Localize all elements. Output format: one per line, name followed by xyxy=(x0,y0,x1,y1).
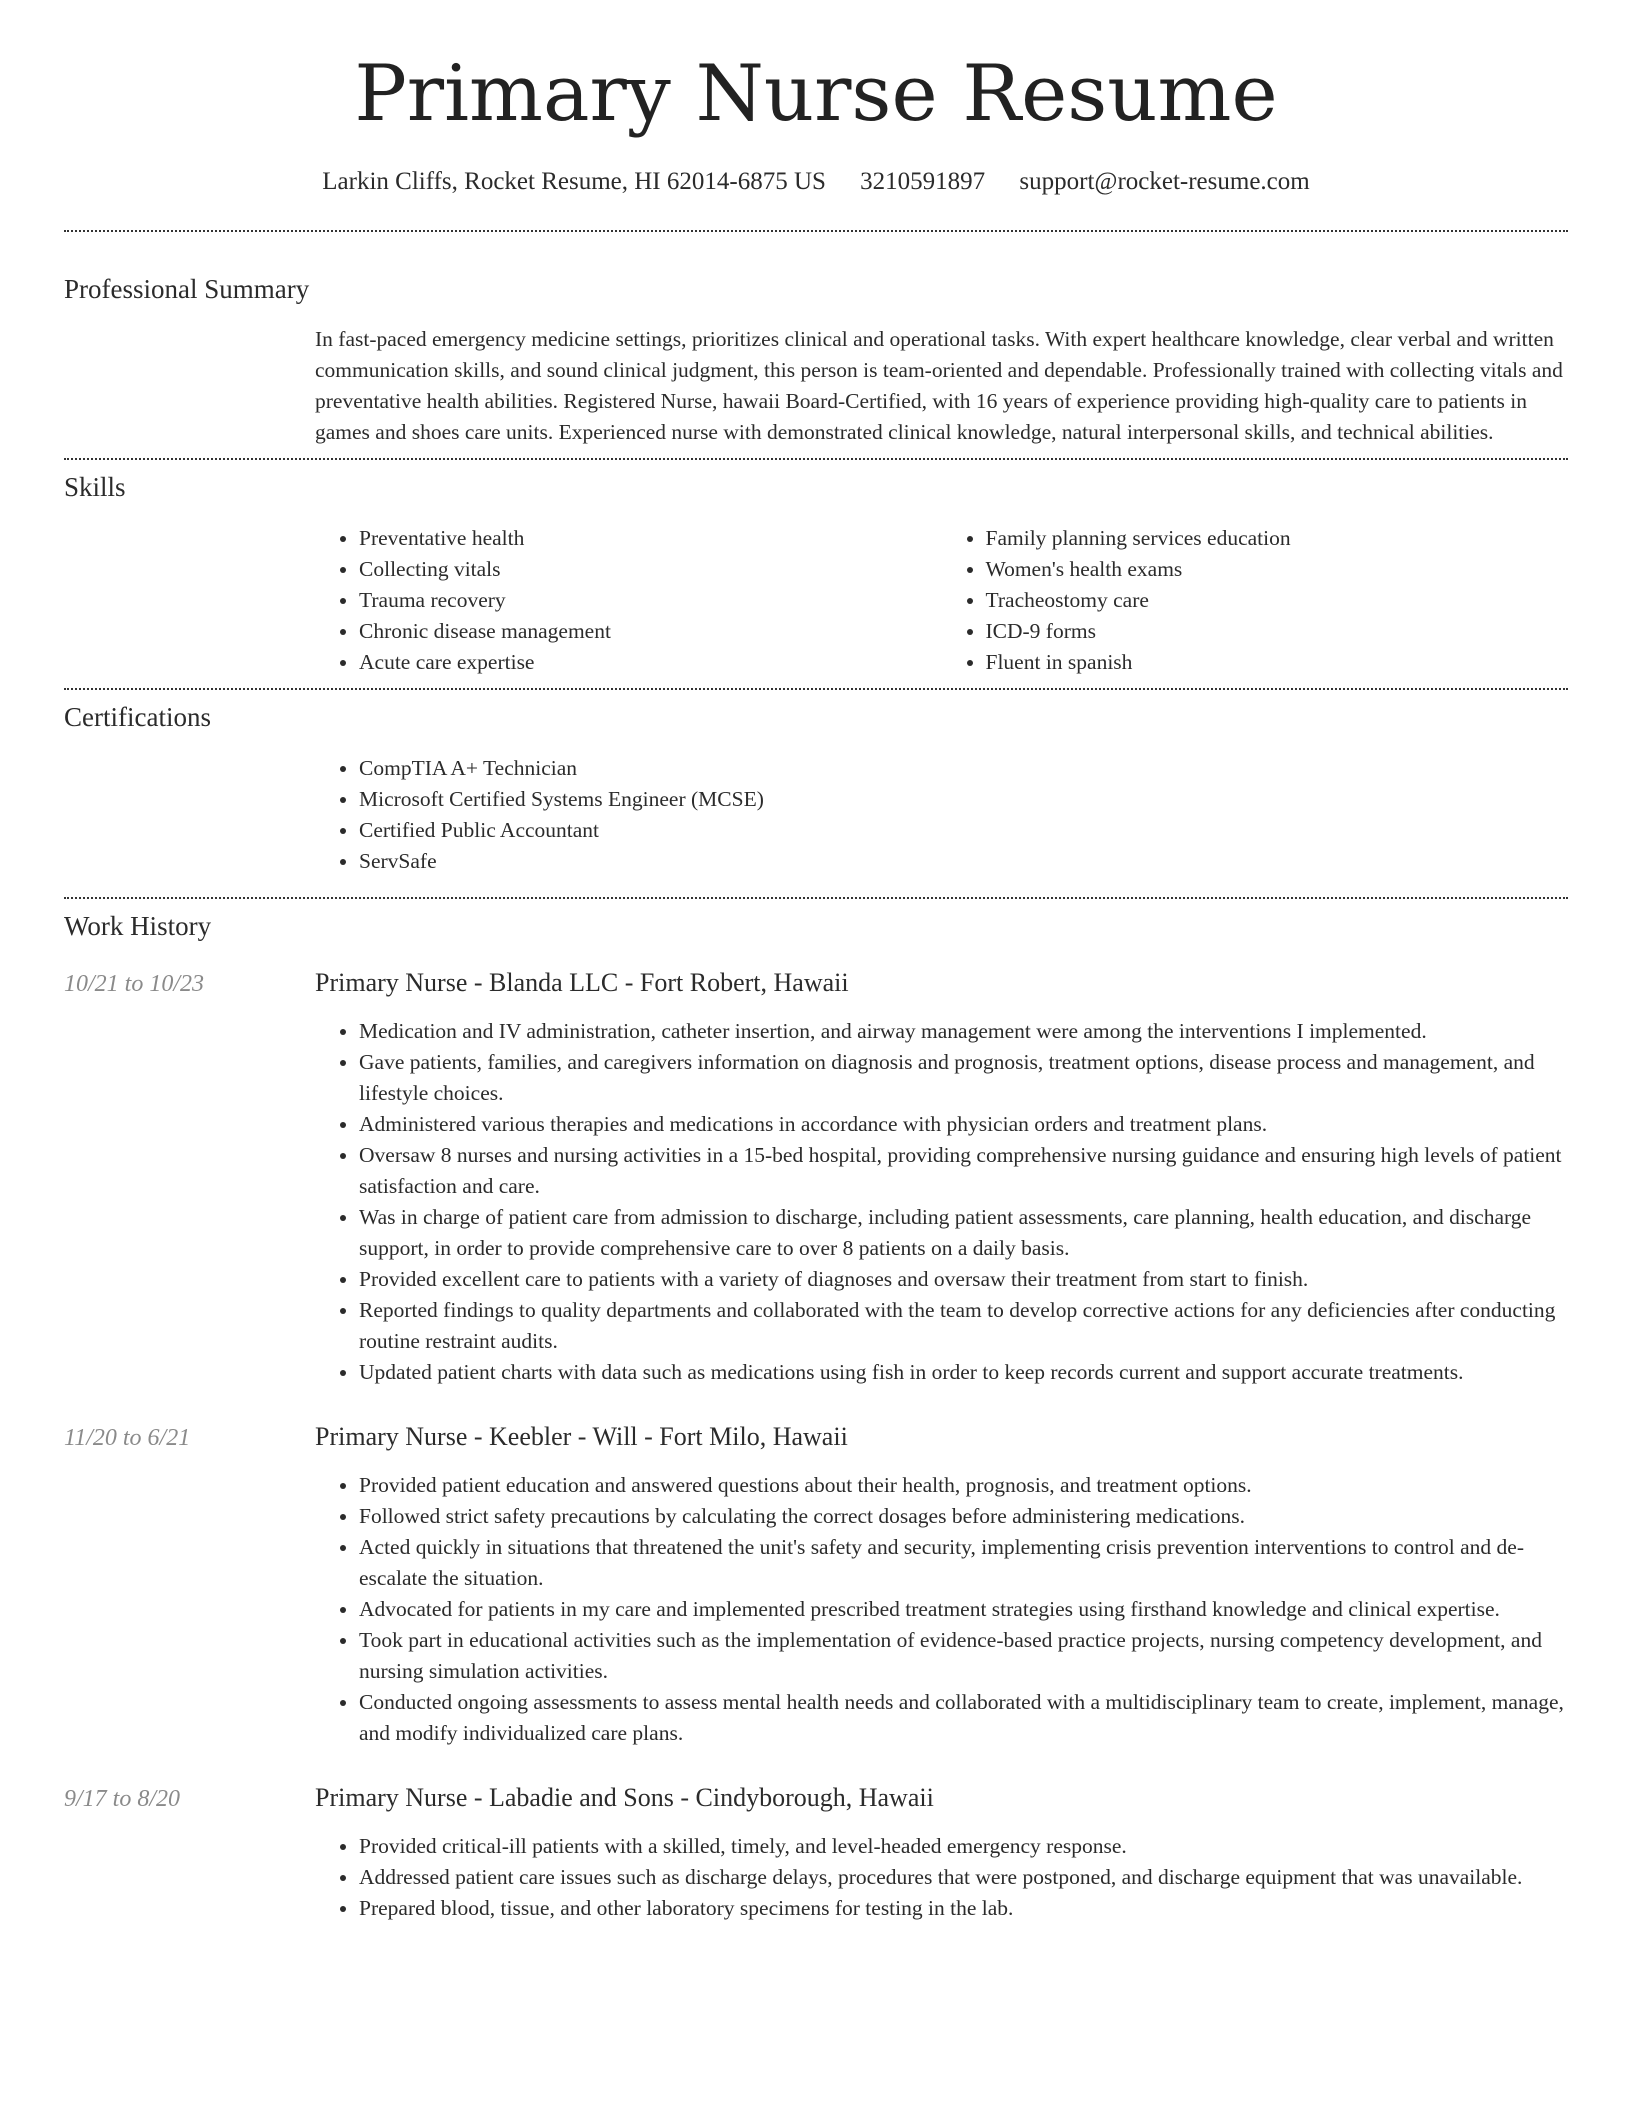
section-divider xyxy=(64,458,1568,460)
contact-email: support@rocket-resume.com xyxy=(1019,167,1310,195)
list-item: • Family planning services education xyxy=(986,523,1569,554)
list-item: • Provided critical-ill patients with a skilled, timely, and level-headed emergency response. xyxy=(359,1831,1568,1862)
summary-section xyxy=(0,274,1632,448)
job-title: Primary Nurse - Blanda LLC - Fort Robert, Hawaii xyxy=(315,967,849,997)
section-divider xyxy=(64,688,1568,690)
list-item: • Took part in educational activities such as the implementation of evidence-based practice projects, nursing competency development, and nursing simulation activities. xyxy=(359,1625,1568,1687)
list-item: • Was in charge of patient care from admission to discharge, including patient assessments, care planning, health education, and discharge support, in order to provide comprehensive care to over 8 patients on a daily basis. xyxy=(359,1202,1568,1264)
job-bullets xyxy=(315,1016,1568,1388)
list-item: • Conducted ongoing assessments to assess mental health needs and collaborated with a multidisciplinary team to create, implement, manage, and modify individualized care plans. xyxy=(359,1687,1568,1749)
list-item: • Reported findings to quality departments and collaborated with the team to develop corrective actions for any deficiencies after conducting routine restraint audits. xyxy=(359,1295,1568,1357)
job-dates: 10/21 to 10/23 xyxy=(64,970,205,997)
list-item: • Addressed patient care issues such as discharge delays, procedures that were postponed, and discharge equipment that was unavailable. xyxy=(359,1862,1568,1893)
job-bullets xyxy=(315,1831,1568,1924)
list-item: • Advocated for patients in my care and implemented prescribed treatment strategies using firsthand knowledge and clinical expertise. xyxy=(359,1594,1568,1625)
list-item: • Followed strict safety precautions by calculating the correct dosages before administering medications. xyxy=(359,1501,1568,1532)
work-heading: Work History xyxy=(64,910,212,941)
list-item: • Medication and IV administration, catheter insertion, and airway management were among the interventions I implemented. xyxy=(359,1016,1568,1047)
list-item: • ServSafe xyxy=(359,846,1568,877)
certifications-list xyxy=(315,753,1568,877)
job-title: Primary Nurse - Keebler - Will - Fort Milo, Hawaii xyxy=(315,1421,848,1451)
job-entry xyxy=(64,1783,1568,1924)
list-item: • Provided excellent care to patients with a variety of diagnoses and oversaw their treatment from start to finish. xyxy=(359,1264,1568,1295)
summary-text: In fast-paced emergency medicine settings, prioritizes clinical and operational tasks. With expert healthcare knowledge, clear verbal and written communication skills, and sound clinical judgment, this person is team-oriented and dependable. Professionally trained with collecting vitals and preventative health abilities. Registered Nurse, hawaii Board-Certified, with 16 years of experience providing high-quality care to patients in games and shoes care units. Experienced nurse with demonstrated clinical knowledge, natural interpersonal skills, and technical abilities. xyxy=(315,326,1563,444)
list-item: • Acted quickly in situations that threatened the unit's safety and security, implementing crisis prevention interventions to control and de-escalate the situation. xyxy=(359,1532,1568,1594)
list-item: • Collecting vitals xyxy=(359,554,942,585)
skills-heading: Skills xyxy=(64,471,126,502)
list-item: • CompTIA A+ Technician xyxy=(359,753,1568,784)
list-item: • Prepared blood, tissue, and other laboratory specimens for testing in the lab. xyxy=(359,1893,1568,1924)
skills-section xyxy=(0,472,1632,678)
section-divider xyxy=(64,897,1568,899)
job-title: Primary Nurse - Labadie and Sons - Cindyborough, Hawaii xyxy=(315,1782,934,1812)
contact-line xyxy=(0,168,1632,196)
list-item: • Microsoft Certified Systems Engineer (MCSE) xyxy=(359,784,1568,815)
job-header xyxy=(64,1422,1568,1452)
job-dates: 11/20 to 6/21 xyxy=(64,1424,191,1451)
list-item: • Provided patient education and answered questions about their health, prognosis, and treatment options. xyxy=(359,1470,1568,1501)
contact-address: Larkin Cliffs, Rocket Resume, HI 62014-6875 US xyxy=(322,167,826,195)
list-item: • Acute care expertise xyxy=(359,647,942,678)
job-entry xyxy=(64,968,1568,1388)
list-item: • ICD-9 forms xyxy=(986,616,1569,647)
list-item: • Fluent in spanish xyxy=(986,647,1569,678)
job-entry xyxy=(64,1422,1568,1749)
job-header xyxy=(64,1783,1568,1813)
list-item: • Gave patients, families, and caregivers information on diagnosis and prognosis, treatment options, disease process and management, and lifestyle choices. xyxy=(359,1047,1568,1109)
job-header xyxy=(64,968,1568,998)
list-item: • Preventative health xyxy=(359,523,942,554)
list-item: • Women's health exams xyxy=(986,554,1569,585)
job-bullets xyxy=(315,1470,1568,1749)
list-item: • Oversaw 8 nurses and nursing activities in a 15-bed hospital, providing comprehensive nursing guidance and ensuring high levels of patient satisfaction and care. xyxy=(359,1140,1568,1202)
skills-column-right xyxy=(942,523,1569,678)
certifications-heading: Certifications xyxy=(64,701,211,732)
work-section xyxy=(0,911,1632,1924)
list-item: • Certified Public Accountant xyxy=(359,815,1568,846)
list-item: • Tracheostomy care xyxy=(986,585,1569,616)
list-item: • Updated patient charts with data such as medications using fish in order to keep records current and support accurate treatments. xyxy=(359,1357,1568,1388)
skills-column-left xyxy=(315,523,942,678)
list-item: • Trauma recovery xyxy=(359,585,942,616)
resume-header xyxy=(0,0,1632,196)
certifications-section xyxy=(0,702,1632,877)
job-dates: 9/17 to 8/20 xyxy=(64,1785,181,1812)
section-divider xyxy=(64,230,1568,232)
summary-heading: Professional Summary xyxy=(64,273,310,304)
skills-list xyxy=(315,523,1568,678)
page-title: Primary Nurse Resume xyxy=(354,49,1278,139)
contact-phone: 3210591897 xyxy=(860,167,986,195)
list-item: • Administered various therapies and medications in accordance with physician orders and treatment plans. xyxy=(359,1109,1568,1140)
list-item: • Chronic disease management xyxy=(359,616,942,647)
